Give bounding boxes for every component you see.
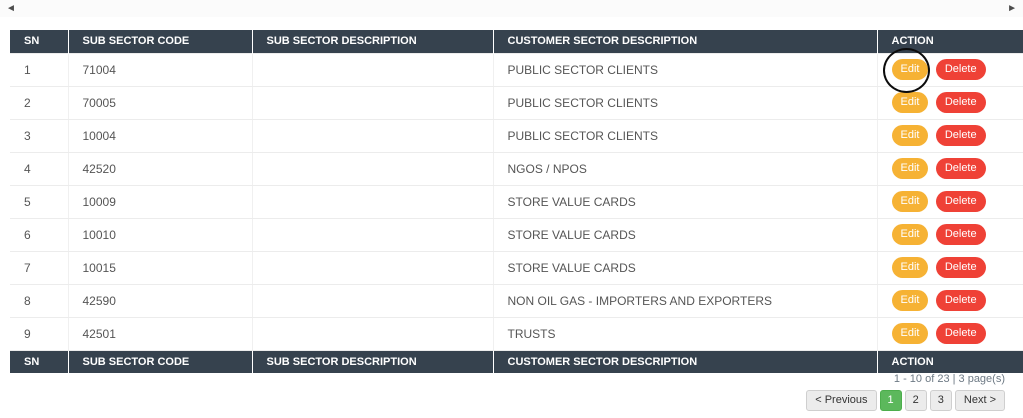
table-row (10, 218, 1023, 251)
cell-actions (877, 86, 1023, 119)
column-header-customer-sector-description: CUSTOMER SECTOR DESCRIPTION (493, 30, 877, 53)
edit-button[interactable]: Edit (892, 323, 929, 344)
cell-sub-sector-description (252, 86, 493, 119)
cell-customer-sector-description: PUBLIC SECTOR CLIENTS (493, 86, 877, 119)
edit-button[interactable]: Edit (892, 158, 929, 179)
cell-actions (877, 119, 1023, 152)
table-footer-header (10, 350, 1023, 373)
cell-sn: 2 (10, 86, 68, 119)
cell-actions (877, 53, 1023, 86)
delete-button[interactable]: Delete (936, 224, 986, 245)
edit-button[interactable]: Edit (892, 92, 929, 113)
scroll-left-icon[interactable]: ◄ (6, 2, 16, 14)
cell-sn: 7 (10, 251, 68, 284)
delete-button[interactable]: Delete (936, 191, 986, 212)
cell-sub-sector-code: 10010 (68, 218, 252, 251)
scroll-right-icon[interactable]: ► (1007, 2, 1017, 14)
cell-actions (877, 251, 1023, 284)
delete-button[interactable]: Delete (936, 92, 986, 113)
cell-sn: 1 (10, 53, 68, 86)
delete-button[interactable]: Delete (936, 290, 986, 311)
cell-actions (877, 317, 1023, 350)
footer-column-sub-sector-code: SUB SECTOR CODE (68, 350, 252, 373)
delete-button[interactable]: Delete (936, 125, 986, 146)
cell-sub-sector-description (252, 119, 493, 152)
page-button-3[interactable]: 3 (930, 390, 952, 411)
table-body (10, 53, 1023, 350)
page-button-2[interactable]: 2 (905, 390, 927, 411)
footer-column-sub-sector-description: SUB SECTOR DESCRIPTION (252, 350, 493, 373)
footer-column-action: ACTION (877, 350, 1023, 373)
cell-customer-sector-description: PUBLIC SECTOR CLIENTS (493, 53, 877, 86)
cell-sub-sector-code: 70005 (68, 86, 252, 119)
cell-actions (877, 218, 1023, 251)
cell-sn: 5 (10, 185, 68, 218)
cell-customer-sector-description: STORE VALUE CARDS (493, 251, 877, 284)
cell-sub-sector-description (252, 218, 493, 251)
table-row (10, 185, 1023, 218)
delete-button[interactable]: Delete (936, 257, 986, 278)
cell-customer-sector-description: STORE VALUE CARDS (493, 185, 877, 218)
table-row (10, 152, 1023, 185)
cell-sn: 8 (10, 284, 68, 317)
cell-sub-sector-description (252, 317, 493, 350)
cell-sn: 9 (10, 317, 68, 350)
delete-button[interactable]: Delete (936, 59, 986, 80)
cell-sub-sector-description (252, 251, 493, 284)
sector-table-container (10, 30, 1023, 373)
column-header-sub-sector-description: SUB SECTOR DESCRIPTION (252, 30, 493, 53)
footer-column-customer-sector-description: CUSTOMER SECTOR DESCRIPTION (493, 350, 877, 373)
cell-customer-sector-description: STORE VALUE CARDS (493, 218, 877, 251)
table-row (10, 119, 1023, 152)
table-row (10, 317, 1023, 350)
cell-sub-sector-code: 42590 (68, 284, 252, 317)
page-button-1[interactable]: 1 (880, 390, 902, 411)
column-header-action: ACTION (877, 30, 1023, 53)
cell-customer-sector-description: TRUSTS (493, 317, 877, 350)
cell-actions (877, 152, 1023, 185)
cell-sub-sector-code: 10009 (68, 185, 252, 218)
delete-button[interactable]: Delete (936, 158, 986, 179)
cell-sn: 6 (10, 218, 68, 251)
footer-column-sn: SN (10, 350, 68, 373)
cell-sub-sector-code: 42520 (68, 152, 252, 185)
table-row (10, 284, 1023, 317)
pagination-summary: 1 - 10 of 23 | 3 page(s) (893, 373, 1005, 385)
cell-sub-sector-description (252, 152, 493, 185)
column-header-sn: SN (10, 30, 68, 53)
previous-page-button[interactable]: < Previous (806, 390, 876, 411)
horizontal-scrollbar[interactable] (0, 0, 1023, 17)
cell-sub-sector-code: 71004 (68, 53, 252, 86)
cell-customer-sector-description: PUBLIC SECTOR CLIENTS (493, 119, 877, 152)
table-row (10, 251, 1023, 284)
sector-table (10, 30, 1023, 373)
cell-sub-sector-code: 10004 (68, 119, 252, 152)
table-row (10, 53, 1023, 86)
cell-sub-sector-code: 42501 (68, 317, 252, 350)
delete-button[interactable]: Delete (936, 323, 986, 344)
cell-sn: 4 (10, 152, 68, 185)
cell-sub-sector-description (252, 53, 493, 86)
next-page-button[interactable]: Next > (955, 390, 1005, 411)
cell-sub-sector-code: 10015 (68, 251, 252, 284)
column-header-sub-sector-code: SUB SECTOR CODE (68, 30, 252, 53)
pagination (806, 373, 1005, 411)
edit-button[interactable]: Edit (892, 257, 929, 278)
cell-actions (877, 185, 1023, 218)
table-row (10, 86, 1023, 119)
pager-buttons (806, 390, 1005, 411)
edit-button[interactable]: Edit (892, 224, 929, 245)
table-header (10, 30, 1023, 53)
cell-actions (877, 284, 1023, 317)
cell-customer-sector-description: NON OIL GAS - IMPORTERS AND EXPORTERS (493, 284, 877, 317)
cell-sub-sector-description (252, 284, 493, 317)
cell-sn: 3 (10, 119, 68, 152)
edit-button[interactable]: Edit (892, 290, 929, 311)
edit-button[interactable]: Edit (892, 191, 929, 212)
cell-customer-sector-description: NGOS / NPOS (493, 152, 877, 185)
cell-sub-sector-description (252, 185, 493, 218)
edit-button[interactable]: Edit (892, 59, 929, 80)
edit-button[interactable]: Edit (892, 125, 929, 146)
